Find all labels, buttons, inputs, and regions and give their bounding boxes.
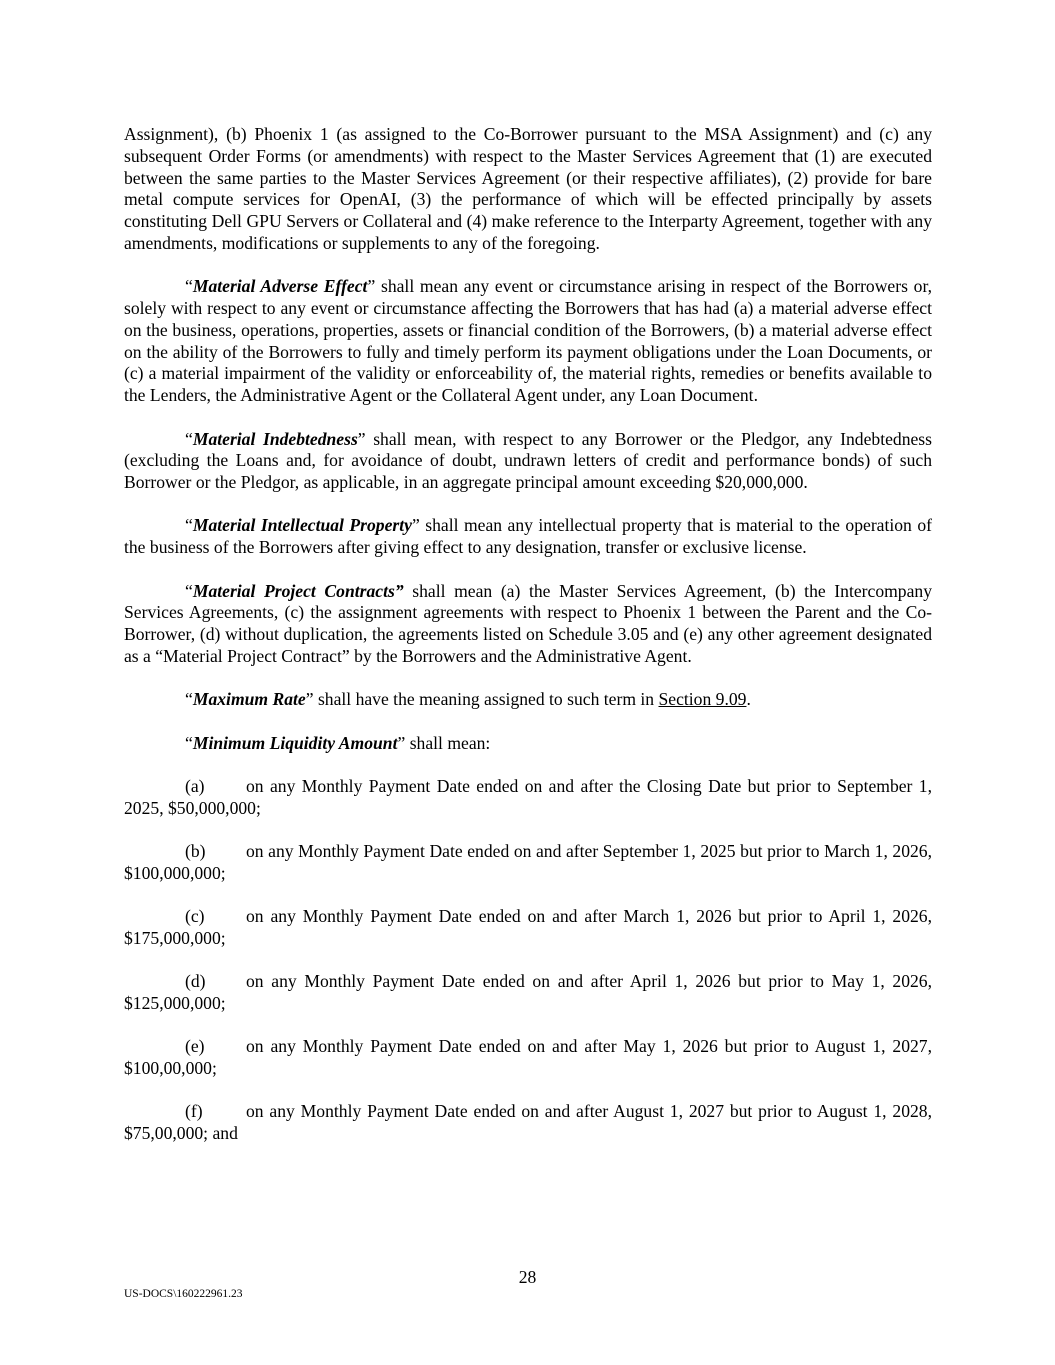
close-quote: ” — [411, 515, 420, 536]
item-label: (d) — [185, 971, 206, 992]
open-quote: “ — [185, 689, 193, 710]
open-quote: “ — [185, 732, 193, 753]
definition-material-project-contracts — [124, 581, 932, 668]
defined-term: Maximum Rate — [192, 689, 306, 710]
item-text: on any Monthly Payment Date ended on and after August 1, 2027 but prior to August 1, 2028, $75,00,000; and — [124, 1101, 932, 1144]
page-number: 28 — [518, 1267, 537, 1287]
liquidity-item-a — [124, 776, 932, 820]
liquidity-item-c — [124, 906, 932, 950]
document-body — [124, 124, 932, 1166]
close-quote: ” — [367, 276, 376, 297]
definition-material-indebtedness — [124, 429, 932, 494]
item-label: (a) — [185, 775, 205, 796]
close-quote: ” — [397, 732, 406, 753]
open-quote: “ — [185, 580, 193, 601]
definition-text: shall mean: — [405, 732, 491, 753]
liquidity-item-d — [124, 971, 932, 1015]
item-label: (c) — [185, 906, 205, 927]
defined-term: Material Adverse Effect — [192, 276, 368, 297]
continuation-paragraph: Assignment), (b) Phoenix 1 (as assigned to the Co-Borrower pursuant to the MSA Assignment) and (c) any subsequent Order Forms (or amendments) with respect to the Master Services Agreement that (1) are executed between the same parties to the Master Services Agreement (or their respective affiliates), (2) provide for bare metal compute services for OpenAI, (3) the performance of which will be effected principally by assets constituting Dell GPU Servers or Collateral and (4) make reference to the Interparty Agreement, together with any amendments, modifications or supplements to any of the foregoing. — [124, 124, 932, 253]
item-label: (e) — [185, 1036, 205, 1057]
definition-text: shall mean, with respect to any Borrower or the Pledgor, any Indebtedness (excluding the Loans and, for avoidance of doubt, undrawn letters of credit and performance bonds) of such Borrower or the Pledgor, as applicable, in an aggregate principal amount exceeding $20,000,000. — [124, 428, 932, 493]
open-quote: “ — [185, 276, 193, 297]
close-quote: ” — [305, 689, 314, 710]
item-text: on any Monthly Payment Date ended on and after the Closing Date but prior to September 1, 2025, $50,000,000; — [124, 775, 932, 818]
definition-material-intellectual-property — [124, 515, 932, 559]
defined-term: Material Indebtedness — [192, 428, 358, 449]
definition-text: shall mean any event or circumstance arising in respect of the Borrowers or, solely with respect to any event or circumstance affecting the Borrowers that has had (a) a material adverse effect on the business, operations, properties, assets or financial condition of the Borrowers, (b) a material adverse effect on the ability of the Borrowers to fully and timely perform its payment obligations under the Loan Documents, or (c) a material impairment of the validity or enforceability of, the material rights, remedies or benefits available to the Lenders, the Administrative Agent or the Collateral Agent under, any Loan Document. — [124, 276, 933, 406]
open-quote: “ — [185, 515, 193, 536]
item-text: on any Monthly Payment Date ended on and after May 1, 2026 but prior to August 1, 2027, $100,00,000; — [124, 1036, 932, 1078]
document-id: US-DOCS\160222961.23 — [124, 1288, 243, 1300]
liquidity-item-e — [124, 1036, 932, 1080]
item-text: on any Monthly Payment Date ended on and after April 1, 2026 but prior to May 1, 2026, $125,000,000; — [124, 971, 932, 1013]
defined-term: Minimum Liquidity Amount — [192, 732, 398, 753]
definition-text: shall mean any intellectual property that is material to the operation of the business of the Borrowers after giving effect to any designation, transfer or exclusive license. — [124, 515, 932, 558]
item-text: on any Monthly Payment Date ended on and after September 1, 2025 but prior to March 1, 2026, $100,000,000; — [124, 840, 932, 883]
item-label: (b) — [185, 840, 206, 861]
definition-text: shall mean (a) the Master Services Agreement, (b) the Intercompany Services Agreements, (c) the assignment agreements with respect to Phoenix 1 between the Parent and the Co-Borrower, (d) without duplication, the agreements listed on Schedule 3.05 and (e) any other agreement designated as a “Material Project Contract” by the Borrowers and the Administrative Agent. — [124, 580, 933, 666]
section-reference-link[interactable]: Section 9.09 — [658, 689, 747, 710]
item-text: on any Monthly Payment Date ended on and after March 1, 2026 but prior to April 1, 2026, $175,000,000; — [124, 906, 932, 948]
liquidity-item-f — [124, 1101, 932, 1145]
defined-term: Material Project Contracts — [192, 580, 395, 601]
liquidity-item-b — [124, 841, 932, 885]
definition-text-end: . — [746, 689, 751, 710]
item-label: (f) — [185, 1101, 203, 1122]
defined-term: Material Intellectual Property — [192, 515, 412, 536]
definition-maximum-rate — [124, 689, 932, 711]
close-quote: ” — [357, 428, 366, 449]
open-quote: “ — [185, 428, 193, 449]
definition-text: shall have the meaning assigned to such term in — [313, 689, 659, 710]
close-quote: ” — [394, 580, 404, 601]
definition-minimum-liquidity-amount — [124, 733, 932, 755]
definition-material-adverse-effect — [124, 276, 932, 407]
